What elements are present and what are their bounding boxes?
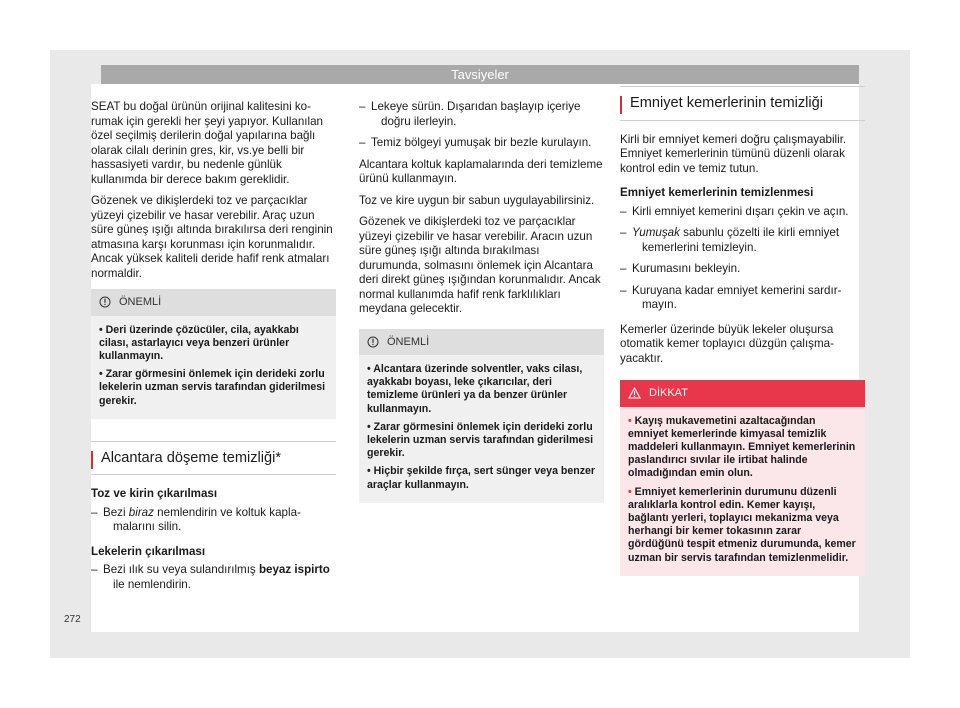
paragraph: Kirli bir emniyet kemeri doğru çalışmayabilir. Emniyet kemerlerinin tümünü düzenli olarak kontrol edin ve temiz tutun. — [620, 132, 847, 175]
list-item: – Temiz bölgeyi yumuşak bir bezle kurulayın. — [359, 136, 604, 151]
note-item: • Zarar görmesini önlemek için derideki zorlu lekelerin uzman servis tarafından giderilmesi gerekir. — [99, 368, 326, 407]
paragraph: Gözenek ve dikişlerdeki toz ve parçacıklar yüzeyi çizebilir ve hasar verebilir. Aracın uzun süre güneş ışığı altında bırakılması durumunda, solmasını önlemek için Alcantara deri direkt güneş ışığından korunmalıdır. Ancak normal kullanımda hafif renk farklılıkları meydana gelecektir. — [359, 215, 601, 315]
warning-label: DİKKAT — [649, 387, 688, 399]
heading-accent-bar — [91, 451, 93, 469]
note-label: ÖNEMLİ — [119, 296, 162, 308]
section-title: Emniyet kemerlerinin temizliği — [630, 95, 824, 111]
column-3 — [620, 86, 865, 576]
note-item: • Alcantara üzerinde solventler, vaks cilası, ayakkabı boyası, leke çıkarıcılar, deri temizleme ürünleri ya da benzer ürünler kullanmayın. — [367, 363, 583, 415]
paragraph: Alcantara koltuk kaplamalarında deri temizleme ürünü kullanmayın. — [359, 157, 603, 185]
warning-body — [620, 407, 865, 576]
info-icon — [367, 336, 379, 348]
subheading: Emniyet kemerlerinin temizlenmesi — [620, 186, 814, 199]
info-icon — [99, 296, 111, 308]
warning-header — [620, 380, 865, 407]
paragraph: Toz ve kire uygun bir sabun uygulayabilirsiniz. — [359, 193, 595, 207]
subheading: Toz ve kirin çıkarılması — [91, 487, 218, 501]
subheading: Lekelerin çıkarılması — [91, 544, 206, 558]
warning-box — [620, 380, 865, 576]
note-header — [91, 289, 336, 316]
paragraph: SEAT bu doğal ürünün orijinal kalitesini korumak için gerekli her şeyi yapıyor. Kullanılan özel seçilmiş derilerin doğal yapılarına bağlı olarak cilalı derinin gres, kir, vs.ye belli bir hassasiyeti vardır, bu nedenle günlük kullanımda bir derece bakım gereklidir. — [91, 100, 323, 186]
list-item: – Bezi biraz nemlendirin ve koltuk kaplamalarını silin. — [91, 506, 336, 535]
list-item: – Kirli emniyet kemerini dışarı çekin ve açın. — [620, 205, 865, 220]
list-item: – Lekeye sürün. Dışarıdan başlayıp içeriye doğru ilerleyin. — [359, 100, 604, 129]
column-1 — [91, 100, 336, 599]
list-item: – Bezi ılık su veya sulandırılmış beyaz ispirto ile nemlendirin. — [91, 563, 336, 592]
warning-item: • Emniyet kemerlerinin durumunu düzenli aralıklarla kontrol edin. Kemer kayışı, bağlantı yerleri, toplayıcı mekanizma veya herhangi bir kemer tokasının zarar gördüğünü tespit etmeniz durumunda, kemer uzman bir servis tarafından temizlenmelidir. — [628, 485, 856, 564]
section-title: Alcantara döşeme temizliği* — [101, 449, 282, 466]
note-box — [359, 329, 604, 503]
note-label: ÖNEMLİ — [387, 335, 430, 348]
column-2 — [359, 100, 604, 503]
warning-item: • Kayış mukavemetini azaltacağından emniyet kemerlerinde kimyasal temizlik maddeleri kullanmayın. Emniyet kemerlerinin paslandırıcı sıvılar ile irtibat halinde olmadığından emin olun. — [628, 414, 856, 480]
page-number: 272 — [64, 614, 81, 625]
note-box — [91, 289, 336, 419]
list-item: – Kuruyana kadar emniyet kemerini sardırmayın. — [620, 284, 865, 313]
section-heading — [620, 86, 865, 121]
list-item: – Kurumasını bekleyin. — [620, 262, 865, 277]
note-item: • Deri üzerinde çözücüler, cila, ayakkabı cilası, astarlayıcı veya benzeri ürünler kullanmayın. — [99, 323, 299, 362]
page-header: Tavsiyeler — [101, 65, 859, 84]
section-heading — [91, 441, 336, 476]
list-item: – Yumuşak sabunlu çözelti ile kirli emniyet kemerlerini temizleyin. — [620, 226, 865, 255]
note-body — [359, 355, 604, 503]
note-body — [91, 316, 336, 419]
note-item: • Hiçbir şekilde fırça, sert sünger veya benzer araçlar kullanmayın. — [367, 465, 596, 491]
paragraph: Kemerler üzerinde büyük lekeler oluşursa otomatik kemer toplayıcı düzgün çalışmayacaktır. — [620, 322, 834, 365]
heading-accent-bar — [620, 96, 622, 114]
note-item: • Zarar görmesini önlemek için derideki zorlu lekelerin uzman servis tarafından giderilmesi gerekir. — [367, 420, 594, 460]
warning-triangle-icon — [628, 387, 641, 399]
note-header — [359, 329, 604, 356]
paragraph: Gözenek ve dikişlerdeki toz ve parçacıklar yüzeyi çizebilir ve hasar verebilir. Araç uzun süre güneş ışığı altında bırakılırsa deri renginin atmasına karşı korunması için korunmalıdır. Ancak yüksek kaliteli deride hafif renk atmaları normaldir. — [91, 194, 333, 280]
content-area — [91, 84, 859, 632]
